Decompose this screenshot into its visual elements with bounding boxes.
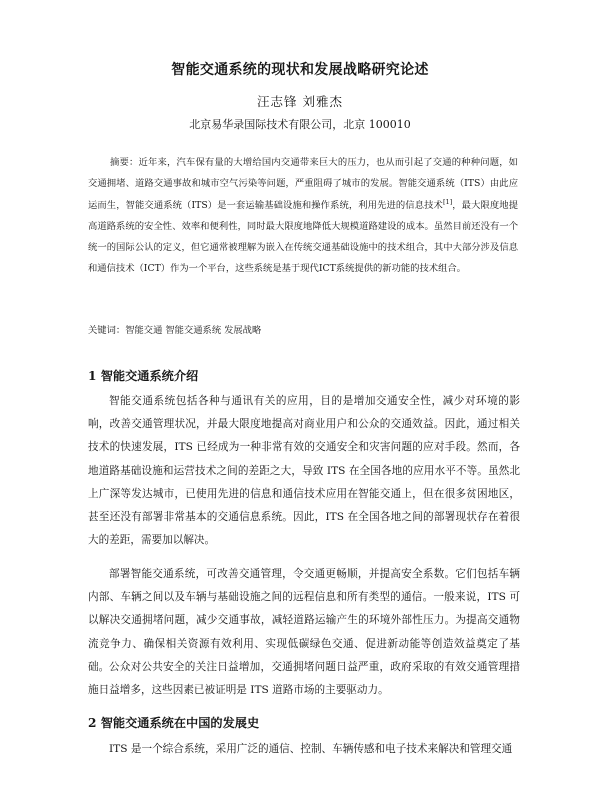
section-2-paragraph-1: ITS 是一个综合系统，采用广泛的通信、控制、车辆传感和电子技术来解决和管理交通 bbox=[109, 743, 513, 755]
section-1-paragraph-1: 智能交通系统包括各种与通讯有关的应用，目的是增加交通安全性，减少对环境的影响，改善交通管理状况，并最大限度地提高对商业用户和公众的交通效益。因此，通过相关技术的快速发展，ITS 已经成为一种非常有效的交通安全和灾害问题的应对手段。然而，各地道路基础设施和运营技术之间的差距之大，导致 ITS 在全国各地的应用水平不等。虽然北上广深等发达城市，已使用先进的信息和通信技术应用在智能交通上，但在很多贫困地区，甚至还没有部署非常基本的交通信息系统。因此，ITS 在全国各地之间的部署现状存在着很大的差距，需要加以解决。 bbox=[88, 395, 520, 547]
keywords-label: 关键词： bbox=[88, 325, 126, 336]
section-1-heading: 1 智能交通系统介绍 bbox=[88, 369, 199, 383]
paper-title: 智能交通系统的现状和发展战略研究论述 bbox=[171, 62, 429, 79]
paper-authors: 汪志锋 刘雅杰 bbox=[257, 94, 343, 109]
section-1-paragraph-3: 公众对公共安全的关注日益增加，交通拥堵问题日益严重，政府采取的有效交通管理措施日益增多，这些因素已被证明是 ITS 道路市场的主要驱动力。 bbox=[88, 661, 520, 697]
section-2-heading: 2 智能交通系统在中国的发展史 bbox=[88, 716, 260, 730]
abstract-text-part1: 近年来，汽车保有量的大增给国内交通带来巨大的压力，也从而引起了交通的种种问题，如交通拥堵、道路交通事故和城市空气污染等问题，严重阻碍了城市的发展。智能交通系统（ITS）由此应运而生，智能交通系统（ITS）是一套运输基础设施和操作系统，利用先进的信息技术 bbox=[88, 157, 518, 211]
abstract-label: 摘要： bbox=[110, 157, 139, 168]
citation-ref: [1] bbox=[442, 197, 453, 206]
abstract bbox=[88, 152, 518, 280]
author-affiliation: 北京易华录国际技术有限公司，北京 100010 bbox=[189, 118, 411, 131]
section-1-paragraph-2: 部署智能交通系统，可改善交通管理，令交通更畅顺，并提高安全系数。它们包括车辆内部、车辆之间以及车辆与基础设施之间的远程信息和所有类型的通信。一般来说，ITS 可以解决交通拥堵问题，减少交通事故，减轻道路运输产生的环境外部性压力。为提高交通物流竞争力、确保相关资源有效利用、实现低碳绿色交通、促进新动能等创造效益奠定了基础。 bbox=[88, 568, 520, 673]
keywords bbox=[88, 322, 518, 336]
abstract-text-part2: ，最大限度地提高道路系统的安全性、效率和便利性，同时最大限度地降低大规模道路建设的成本。虽然目前还没有一个统一的国际公认的定义，但它通常被理解为嵌入在传统交通基础设施中的技术组合，其中大部分涉及信息和通信技术（ICT）作为一个平台，这些系统是基于现代ICT系统提供的新功能的技术组合。 bbox=[88, 199, 518, 275]
keywords-text: 智能交通 智能交通系统 发展战略 bbox=[125, 325, 262, 336]
